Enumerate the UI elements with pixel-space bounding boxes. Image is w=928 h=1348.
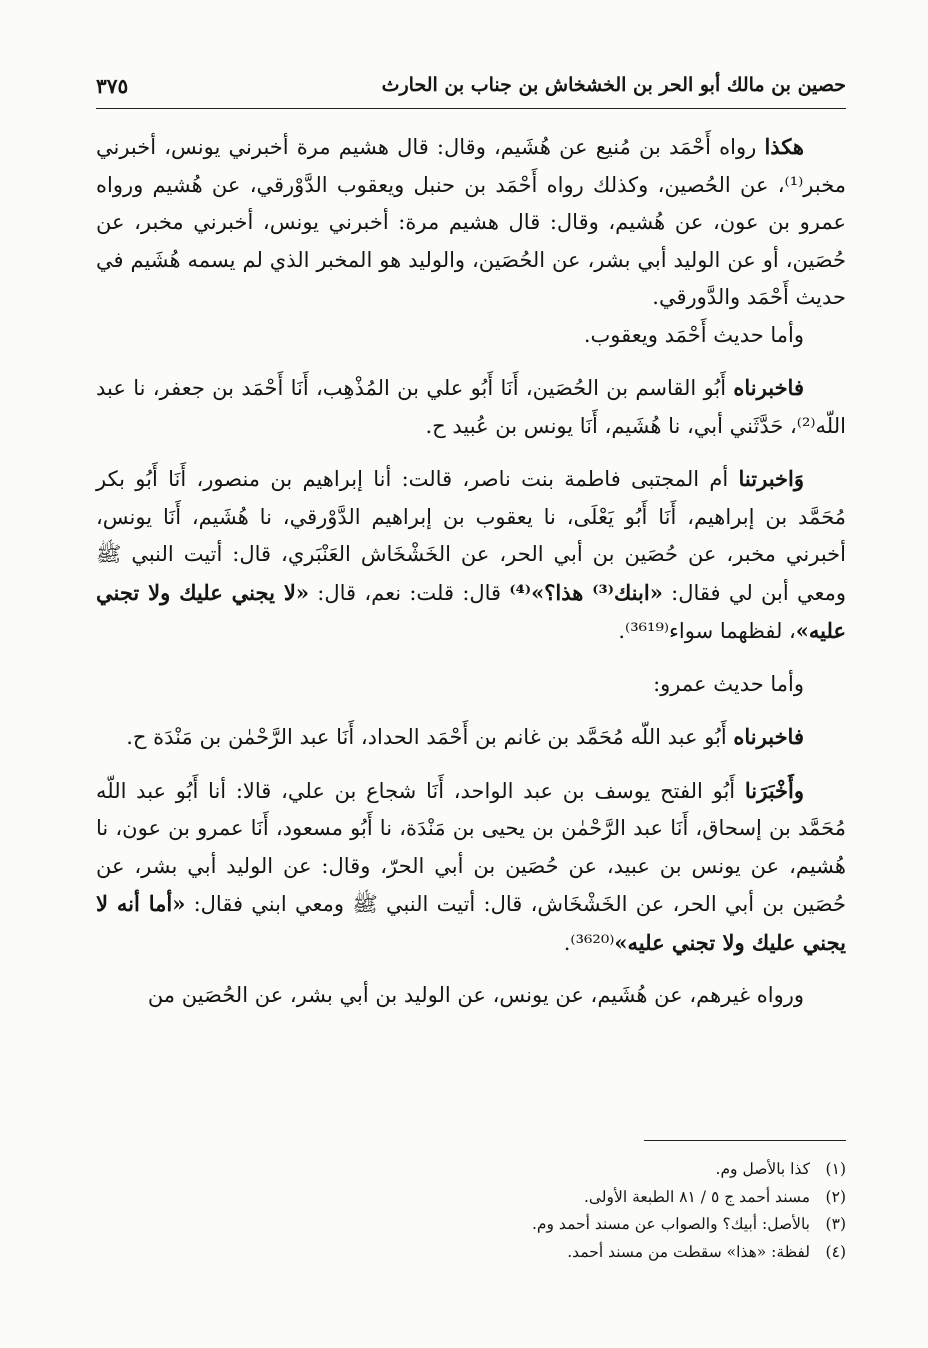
paragraph-text: ⁽³⁶²⁰⁾. bbox=[563, 930, 615, 955]
running-title: حصين بن مالك أبو الحر بن الخشخاش بن جناب بن الحارث bbox=[381, 74, 846, 96]
paragraph-text: قال: قلت: نعم، قال: bbox=[308, 580, 510, 605]
paragraph-1 bbox=[96, 128, 846, 317]
paragraph-text: أَبُو القاسم بن الحُصَين، أَنَا أَبُو علي بن المُذْهِب، أَنَا أَحْمَد بن جعفر، نا عبد اللّه⁽²⁾، حَدَّثَني أبي، نا هُشَيم، أَنَا يونس بن عُبيد ح. bbox=[96, 376, 846, 438]
footnote bbox=[96, 1211, 846, 1239]
paragraph-7 bbox=[96, 772, 846, 963]
paragraph-text: ، لفظهما سواء⁽³⁶¹⁹⁾. bbox=[618, 619, 796, 643]
lead-word: فاخبرناه bbox=[733, 724, 804, 749]
paragraph-text: أَبُو عبد اللّه مُحَمَّد بن غانم بن أَحْمَد الحداد، أَنَا عبد الرَّحْمٰن بن مَنْدَة ح. bbox=[126, 725, 734, 749]
paragraph-4 bbox=[96, 460, 846, 651]
paragraph-6 bbox=[96, 718, 846, 757]
paragraph-2 bbox=[96, 317, 846, 355]
hadith-quote: «لا يجني عليك ولا تجني عليه» bbox=[96, 579, 846, 643]
lead-word: وأَخْبَرَنا bbox=[744, 777, 804, 803]
lead-word: فاخبرناه bbox=[733, 375, 804, 400]
footnote bbox=[96, 1184, 846, 1212]
footnote-number: (٣) bbox=[825, 1215, 846, 1233]
hadith-quote: «ابنك⁽³⁾ هذا؟»⁽⁴⁾ bbox=[509, 579, 663, 605]
footnote-number: (٢) bbox=[825, 1187, 846, 1206]
paragraph-text: أَبُو الفتح يوسف بن عبد الواحد، أَنَا شجاع بن علي، قالا: أنا أَبُو عبد اللّه مُحَمَّد بن إسحاق، أَنَا عبد الرَّحْمٰن بن يحيى بن مَنْدَة، نا أَبُو مسعود، أَنَا عمرو بن عون، نا هُشيم، عن يونس بن عبيد، عن حُصَين بن أبي الحرّ، وقال: عن الوليد أبي بشر، عن حُصَين بن أبي الحر، عن الخَشْخَاش، قال: أتيت النبي ﷺ ومعي ابني فقال: bbox=[96, 778, 846, 916]
body-text bbox=[96, 128, 846, 1015]
footnote-text: بالأصل: أبيك؟ والصواب عن مسند أحمد وم. bbox=[532, 1215, 810, 1233]
footnote-rule bbox=[644, 1140, 846, 1141]
header-rule bbox=[96, 108, 846, 109]
footnote bbox=[96, 1156, 846, 1184]
paragraph-text: وأما حديث عمرو: bbox=[653, 671, 804, 696]
footnote-text: كذا بالأصل وم. bbox=[715, 1160, 810, 1178]
page-number: ٣٧٥ bbox=[96, 74, 129, 98]
paragraph-text: ورواه غيرهم، عن هُشَيم، عن يونس، عن الوليد بن أبي بشر، عن الحُصَين من bbox=[147, 983, 804, 1007]
footnote-number: (٤) bbox=[825, 1242, 846, 1261]
page-header bbox=[96, 70, 846, 110]
paragraph-3 bbox=[96, 369, 846, 445]
footnote-number: (١) bbox=[825, 1160, 846, 1178]
lead-word: وَاخبرتنا bbox=[738, 466, 804, 491]
footnotes bbox=[96, 1156, 846, 1266]
paragraph-text: أم المجتبى فاطمة بنت ناصر، قالت: أنا إبراهيم بن منصور، أَنَا أَبُو بكر مُحَمَّد بن إبراهيم، أَنَا أَبُو يَعْلَى، نا يعقوب بن إبراهيم الدَّوْرقي، نا هُشَيم، أَنَا يونس، أخبرني مخبر، عن حُصَين بن أبي الحر، عن الخَشْخَاش العَنْبَري، قال: أتيت النبي ﷺ ومعي أبن لي فقال: bbox=[96, 467, 846, 605]
paragraph-5 bbox=[96, 666, 846, 704]
paragraph-text: وأما حديث أَحْمَد ويعقوب. bbox=[583, 322, 804, 347]
footnote-text: لفظة: «هذا» سقطت من مسند أحمد. bbox=[567, 1242, 810, 1261]
lead-word: هكذا bbox=[764, 134, 804, 159]
footnote bbox=[96, 1239, 846, 1267]
paragraph-text: رواه أَحْمَد بن مُنيع عن هُشَيم، وقال: قال هشيم مرة أخبرني يونس، أخبرني مخبر⁽¹⁾، عن الحُصين، وكذلك رواه أَحْمَد بن حنبل ويعقوب الدَّوْرقي، عن هُشيم ورواه عمرو بن عون، عن هُشيم، وقال: قال هشيم مرة: أخبرني يونس، أخبرني مخبر، عن حُصَين، أو عن الوليد أبي بشر، عن الحُصَين، والوليد هو المخبر الذي لم يسمه هُشَيم في حديث أَحْمَد والدَّورقي. bbox=[96, 135, 846, 309]
paragraph-8 bbox=[96, 977, 846, 1015]
hadith-quote: «أما أنه لا يجني عليك ولا تجني عليه» bbox=[96, 891, 846, 955]
footnote-text: مسند أحمد ج ٥ / ٨١ الطبعة الأولى. bbox=[583, 1187, 810, 1206]
